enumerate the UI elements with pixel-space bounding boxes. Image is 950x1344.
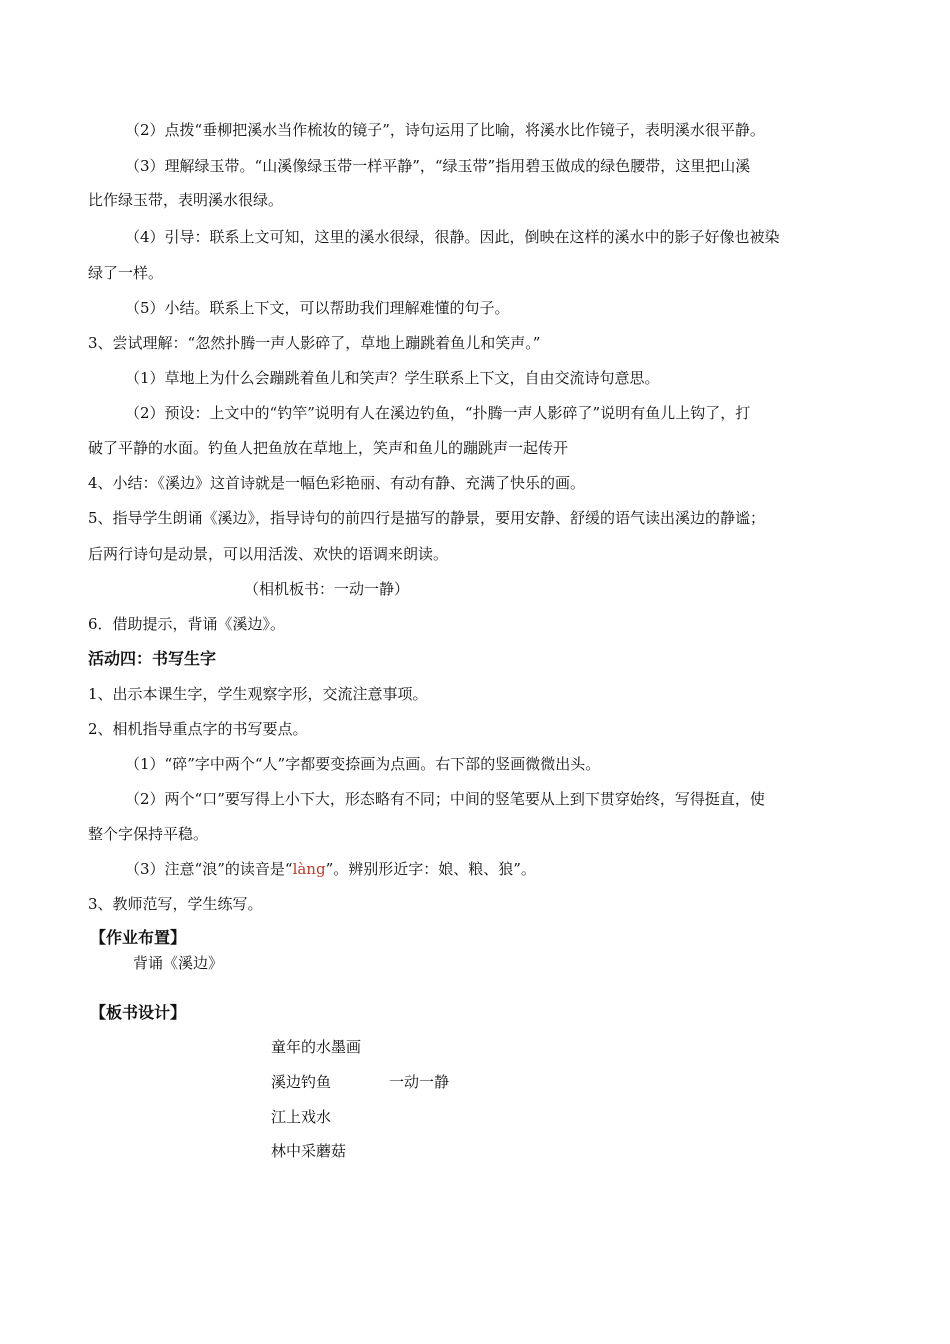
homework-heading: 【作业布置】 <box>90 928 187 947</box>
paragraph-line: 4、小结：《溪边》这首诗就是一幅色彩艳丽、有动有静、充满了快乐的画。 <box>88 474 586 492</box>
paragraph-line: （2）两个“口”要写得上小下大，形态略有不同；中间的竖笔要从上到下贯穿始终，写得挺直，使 <box>125 790 765 808</box>
board-row: 江上戏水 <box>271 1108 332 1126</box>
paragraph-line: 破了平静的水面。钓鱼人把鱼放在草地上，笑声和鱼儿的蹦跳声一起传开 <box>88 439 569 457</box>
paragraph-line: 6．借助提示，背诵《溪边》。 <box>88 615 286 633</box>
paragraph-line: 3、尝试理解：“忽然扑腾一声人影碎了，草地上蹦跳着鱼儿和笑声。” <box>88 334 541 352</box>
paragraph-line: （3）理解绿玉带。“山溪像绿玉带一样平静”，“绿玉带”指用碧玉做成的绿色腰带，这里把山溪 <box>125 157 751 175</box>
activity-heading: 活动四：书写生字 <box>88 649 217 668</box>
paragraph-line: 整个字保持平稳。 <box>88 825 209 843</box>
board-row: 林中采蘑菇 <box>271 1142 347 1160</box>
paragraph-line: （4）引导：联系上文可知，这里的溪水很绿，很静。因此，倒映在这样的溪水中的影子好像也被染 <box>125 228 780 246</box>
homework-text: 背诵《溪边》 <box>133 954 224 972</box>
paragraph-line: 后两行诗句是动景，可以用活泼、欢快的语调来朗读。 <box>88 545 449 563</box>
note-suffix: ”。辨别形近字：娘、粮、狼”。 <box>325 860 536 878</box>
paragraph-line: 2、相机指导重点字的书写要点。 <box>88 720 308 738</box>
paragraph-line: （5）小结。联系上下文，可以帮助我们理解难懂的句子。 <box>125 299 510 317</box>
pinyin-text: làng <box>292 860 326 878</box>
board-note: （相机板书：一动一静） <box>244 580 410 598</box>
paragraph-line: 绿了一样。 <box>88 264 164 282</box>
paragraph-line: 1、出示本课生字，学生观察字形，交流注意事项。 <box>88 685 428 703</box>
pronunciation-note <box>125 858 536 880</box>
note-prefix: （3）注意“浪”的读音是“ <box>125 860 293 878</box>
paragraph-line: （2）预设：上文中的“钓竿”说明有人在溪边钓鱼，“扑腾一声人影碎了”说明有鱼儿上钩了，打 <box>125 404 751 422</box>
paragraph-line: 5、指导学生朗诵《溪边》，指导诗句的前四行是描写的静景，要用安静、舒缓的语气读出溪边的静谧； <box>88 509 766 527</box>
board-heading: 【板书设计】 <box>90 1003 187 1022</box>
paragraph-line: （1）草地上为什么会蹦跳着鱼儿和笑声？学生联系上下文，自由交流诗句意思。 <box>125 369 660 387</box>
paragraph-line: （2）点拨“垂柳把溪水当作梳妆的镜子”，诗句运用了比喻，将溪水比作镜子，表明溪水很平静。 <box>125 121 765 139</box>
board-row: 溪边钓鱼 <box>271 1073 332 1091</box>
paragraph-line: （1）“碎”字中两个“人”字都要变捺画为点画。右下部的竖画微微出头。 <box>125 755 601 773</box>
paragraph-line: 比作绿玉带，表明溪水很绿。 <box>88 191 284 209</box>
board-title: 童年的水墨画 <box>271 1038 362 1056</box>
board-row-side: 一动一静 <box>389 1073 450 1091</box>
paragraph-line: 3、教师范写，学生练写。 <box>88 895 263 913</box>
